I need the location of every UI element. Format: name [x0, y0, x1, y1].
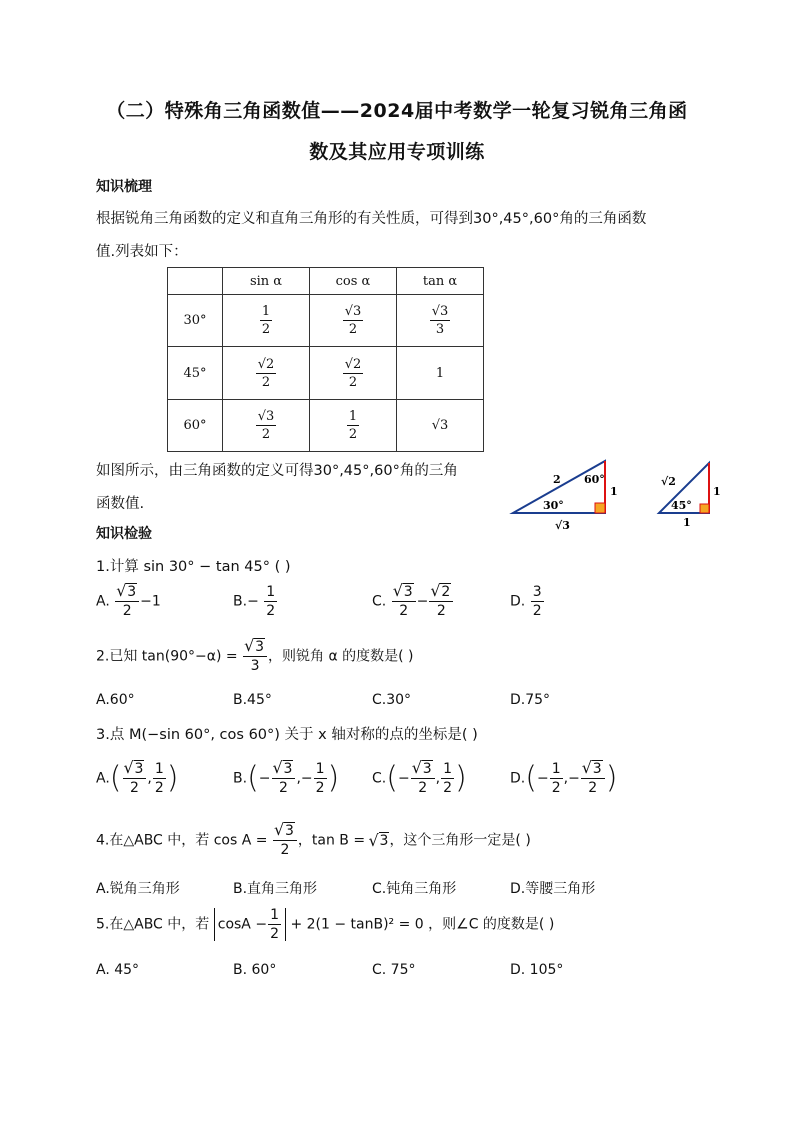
header-tan: tan α — [397, 268, 484, 295]
section-heading-check: 知识检验 — [96, 526, 152, 542]
tan30-num: √3 — [431, 304, 449, 319]
sin30-den: 2 — [261, 322, 271, 337]
tri1-side-label: 1 — [610, 485, 618, 498]
q3-option-c: C.(− √ $\frac{3}{2}$ , $\frac{1}{2}$ ) — [372, 762, 467, 795]
intro-line2: 值.列表如下： — [96, 244, 188, 260]
table-row — [168, 295, 484, 347]
q2-option-b: B.45° — [233, 692, 272, 708]
document-title-line1: （二）特殊角三角函数值——2024届中考数学一轮复习锐角三角函 — [106, 100, 688, 122]
q2-option-c: C.30° — [372, 692, 412, 708]
trig-value-table — [167, 267, 484, 452]
q2-option-a: A.60° — [96, 692, 135, 708]
q2-option-d: D.75° — [510, 692, 551, 708]
sin30-num: 1 — [261, 304, 271, 319]
cos30-num: √3 — [344, 304, 362, 319]
tri2-base-label: 1 — [683, 516, 691, 529]
q3-option-d: D.(− $\frac{1}{2}$ ,− √ $\frac{3}{2}$ ) — [510, 762, 617, 795]
cos45-den: 2 — [348, 374, 358, 390]
q2-stem: 2.已知 tan(90°−α) = √ $\frac{3}{3}$ ，则锐角 α 的度数是( ) — [96, 640, 414, 673]
tan60-value: √3 — [397, 400, 484, 452]
q1-option-a: A. √ $\frac{3}{2}$ −1 — [96, 585, 161, 618]
q3-option-a: A.( √ $\frac{3}{2}$ , $\frac{1}{2}$ ) — [96, 762, 179, 795]
section-heading-review: 知识梳理 — [96, 179, 152, 195]
cos45-num: √2 — [344, 356, 362, 372]
q1-option-c: C. √ $\frac{3}{2}$ − √ $\frac{2}{2}$ — [372, 585, 454, 618]
tri1-hyp-label: 2 — [553, 473, 561, 486]
cos60-den: 2 — [348, 427, 358, 442]
cos60-num: 1 — [348, 409, 358, 424]
angle-cell: 30° — [168, 295, 223, 347]
q1-option-b: B.− $\frac{1}{2}$ — [233, 584, 276, 619]
triangle-30-60-figure — [505, 455, 618, 535]
table-row — [168, 347, 484, 400]
table-row — [168, 400, 484, 452]
intro-line1: 根据锐角三角函数的定义和直角三角形的有关性质，可得到30°,45°,60°角的三角函数 — [96, 211, 647, 227]
sin45-den: 2 — [261, 374, 271, 390]
figure-text-line2: 函数值. — [96, 496, 145, 512]
table-corner-cell — [168, 268, 223, 295]
q5-stem: 5.在△ABC 中，若 cosA − $\frac{1}{2}$ + 2(1 − tanB)² = 0 ，则∠C 的度数是( ) — [96, 907, 555, 942]
tri1-base-label: √3 — [555, 519, 570, 532]
angle-cell: 45° — [168, 347, 223, 400]
q1-stem: 1.计算 sin 30° − tan 45° ( ) — [96, 559, 291, 575]
sin45-num: √2 — [257, 356, 275, 372]
header-cos: cos α — [310, 268, 397, 295]
tri2-hyp-label: √2 — [661, 475, 676, 488]
q1-option-d: D. $\frac{3}{2}$ — [510, 584, 542, 619]
q3-option-b: B.(− √ $\frac{3}{2}$ ,− $\frac{1}{2}$ ) — [233, 762, 339, 795]
header-sin: sin α — [223, 268, 310, 295]
triangle-45-figure — [655, 455, 735, 535]
q4-option-d: D.等腰三角形 — [510, 881, 596, 897]
tri1-angle-top-label: 60° — [584, 473, 605, 486]
q4-stem: 4.在△ABC 中，若 cos A = √ $\frac{3}{2}$ ，tan B = √ 3，这个三角形一定是( ) — [96, 824, 531, 857]
tan45-value: 1 — [397, 347, 484, 400]
document-title-line2: 数及其应用专项训练 — [309, 141, 485, 163]
sin60-num: √3 — [257, 409, 275, 424]
tan30-den: 3 — [435, 322, 445, 337]
q4-option-b: B.直角三角形 — [233, 881, 318, 897]
figure-text-line1: 如图所示，由三角函数的定义可得30°,45°,60°角的三角 — [96, 463, 458, 479]
q5-option-d: D. 105° — [510, 962, 564, 978]
q5-option-c: C. 75° — [372, 962, 416, 978]
q4-option-a: A.锐角三角形 — [96, 881, 180, 897]
tri2-side-label: 1 — [713, 485, 721, 498]
q3-stem: 3.点 M(−sin 60°, cos 60°) 关于 x 轴对称的点的坐标是( ) — [96, 727, 478, 743]
angle-cell: 60° — [168, 400, 223, 452]
q5-option-a: A. 45° — [96, 962, 140, 978]
tri1-angle-left-label: 30° — [543, 499, 564, 512]
tri2-angle-label: 45° — [671, 499, 692, 512]
q5-option-b: B. 60° — [233, 962, 277, 978]
q4-option-c: C.钝角三角形 — [372, 881, 457, 897]
cos30-den: 2 — [348, 322, 358, 337]
sin60-den: 2 — [261, 427, 271, 442]
